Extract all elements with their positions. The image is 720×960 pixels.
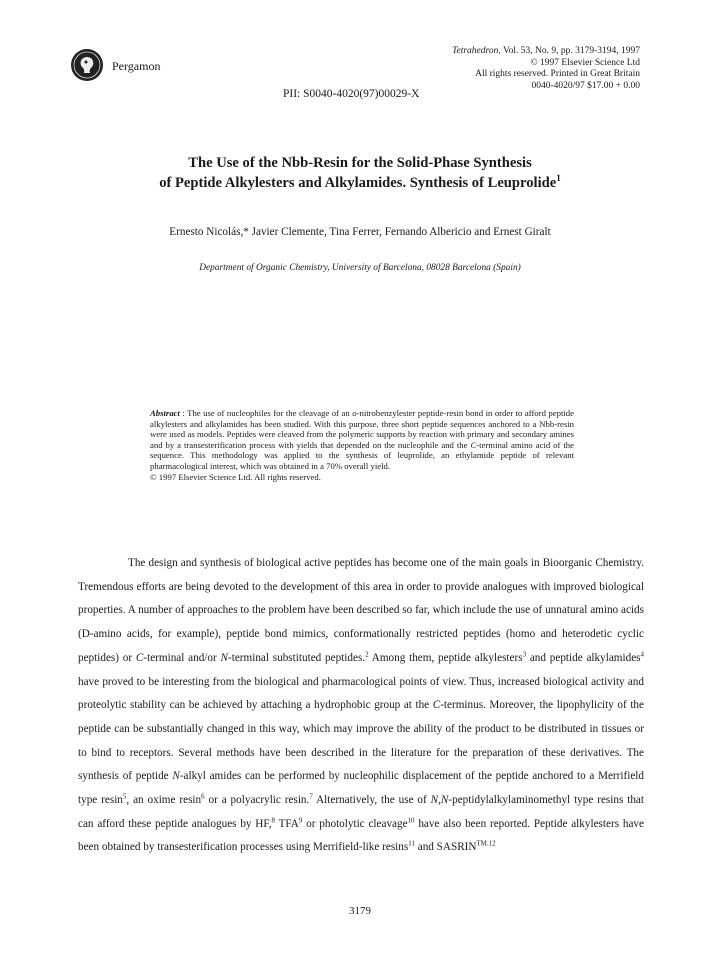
abstract-text-3: -terminal amino acid of the sequence. This methodology was applied to the synthesis of leuprolide, an ethylamide peptide of relevant pharmacological interest, which was obtained in a 70% overall yield. — [150, 439, 575, 471]
body-text-5: and peptide alkylamides — [526, 651, 641, 664]
title-line-2 — [60, 173, 660, 193]
title-line-2-text: of Peptide Alkylesters and Alkylamides. Synthesis of Leuprolide — [159, 175, 557, 191]
body-italic-1: C — [135, 651, 144, 664]
abstract-copyright: © 1997 Elsevier Science Ltd. All rights reserved. — [150, 471, 321, 482]
ref-7: 7 — [309, 792, 313, 801]
ref-10: 10 — [407, 816, 415, 824]
body-italic-4: N — [172, 770, 180, 783]
title-footnote-ref: 1 — [556, 173, 561, 184]
body-text-1: The design and synthesis of biological active peptides has become one of the main goals in Bioorganic Chemistry. Tremendous efforts are being devoted to the development of this area in order to provide analogues with improved biological properties. A number of approaches to the problem have been described so far, which include the use of unnatural amino acids (D-amino acids, for example), peptide bond mimics, conformationally restricted peptides (homo and heterodetic cyclic peptides) or — [78, 557, 644, 664]
page-number: 3179 — [349, 905, 371, 917]
journal-citation — [452, 46, 640, 58]
body-italic-3: C — [432, 699, 441, 712]
body-text-7: -terminus. Moreover, the lipophylicity of the peptide can be substantially changed in this way, which may improve the ability of the product to be distributed in tissues or to bind to receptors. Several methods have been described in the literature for the preparation of these derivatives. The synthesis of peptide — [78, 699, 644, 783]
body-text-11: Alternatively, the use of — [312, 794, 431, 807]
body-text-14: or photolytic cleavage — [302, 817, 408, 830]
ref-11: 11 — [408, 839, 415, 848]
body-italic-2: N — [220, 651, 228, 664]
ref-9: 9 — [298, 816, 303, 824]
body-text-3: -terminal substituted peptides. — [227, 651, 366, 664]
body-text-13: TFA — [274, 817, 299, 830]
ref-6: 6 — [201, 792, 205, 801]
ref-2: 2 — [365, 650, 369, 659]
ref-3: 3 — [522, 650, 527, 659]
body-text-6: have proved to be interesting from the biological and pharmacological points of view. Thus, increased biological activity and proteolytic stability can be achieved by attaching a hydrophobic group at the — [78, 675, 644, 712]
body-text-12: -peptidylalkylaminomethyl type resins that can afford these peptide analogues by HF, — [78, 794, 644, 830]
journal-info — [452, 46, 640, 92]
author-list: Ernesto Nicolás,* Javier Clemente, Tina Ferrer, Fernando Albericio and Ernest Giralt — [169, 226, 551, 238]
body-italic-5: N,N — [430, 794, 449, 807]
pergamon-logo-icon — [70, 48, 104, 82]
body-text-4: Among them, peptide alkylesters — [368, 651, 523, 664]
abstract-text-1: : The use of nucleophiles for the cleavage of an — [179, 408, 353, 418]
journal-copyright: © 1997 Elsevier Science Ltd — [530, 57, 640, 68]
body-text-8: -alkyl amides can be performed by nucleophilic displacement of the peptide anchored to a Merrifield type resin — [78, 770, 644, 807]
ref-4: 4 — [640, 650, 644, 659]
abstract-label: Abstract — [150, 408, 180, 418]
body-text-15: have also been reported. Peptide alkylesters have been obtained by transesterification processes using Merrifield-like resins — [78, 817, 644, 854]
affiliation: Department of Organic Chemistry, University of Barcelona, 08028 Barcelona (Spain) — [199, 263, 521, 273]
journal-volume: Vol. 53, No. 9, pp. 3179-3194, 1997 — [500, 46, 640, 56]
ref-12: TM.12 — [476, 839, 496, 848]
ref-8: 8 — [271, 816, 275, 824]
abstract — [150, 408, 574, 482]
article-title — [60, 153, 660, 193]
journal-price: 0040-4020/97 $17.00 + 0.00 — [531, 80, 640, 91]
body-text-10: or a polyacrylic resin. — [204, 794, 310, 807]
body-text-16: and SASRIN — [414, 841, 477, 854]
abstract-italic-c: C — [470, 439, 477, 450]
abstract-italic-o: o — [352, 408, 357, 418]
body-text-9: , an oxime resin — [126, 794, 202, 807]
publisher-name: Pergamon — [112, 59, 161, 73]
ref-5: 5 — [122, 792, 127, 801]
body-text-2: -terminal and/or — [143, 651, 221, 664]
pii-code: PII: S0040-4020(97)00029-X — [283, 88, 420, 100]
title-line-1: The Use of the Nbb-Resin for the Solid-Phase Synthesis — [188, 155, 532, 171]
journal-rights: All rights reserved. Printed in Great Britain — [475, 69, 640, 80]
body-paragraph — [78, 552, 644, 860]
abstract-text-2: -nitrobenzylester peptide-resin bond in order to afford peptide alkylesters and alkylamides has been studied. With this purpose, three short peptide sequences anchored to a Nbb-resin were used as models. Peptides were cleaved from the polymeric supports by reaction with primary and secondary amines and by a transesterification process with yields that depended on the nucleophile and the — [150, 408, 574, 450]
journal-name: Tetrahedron, — [452, 46, 501, 56]
